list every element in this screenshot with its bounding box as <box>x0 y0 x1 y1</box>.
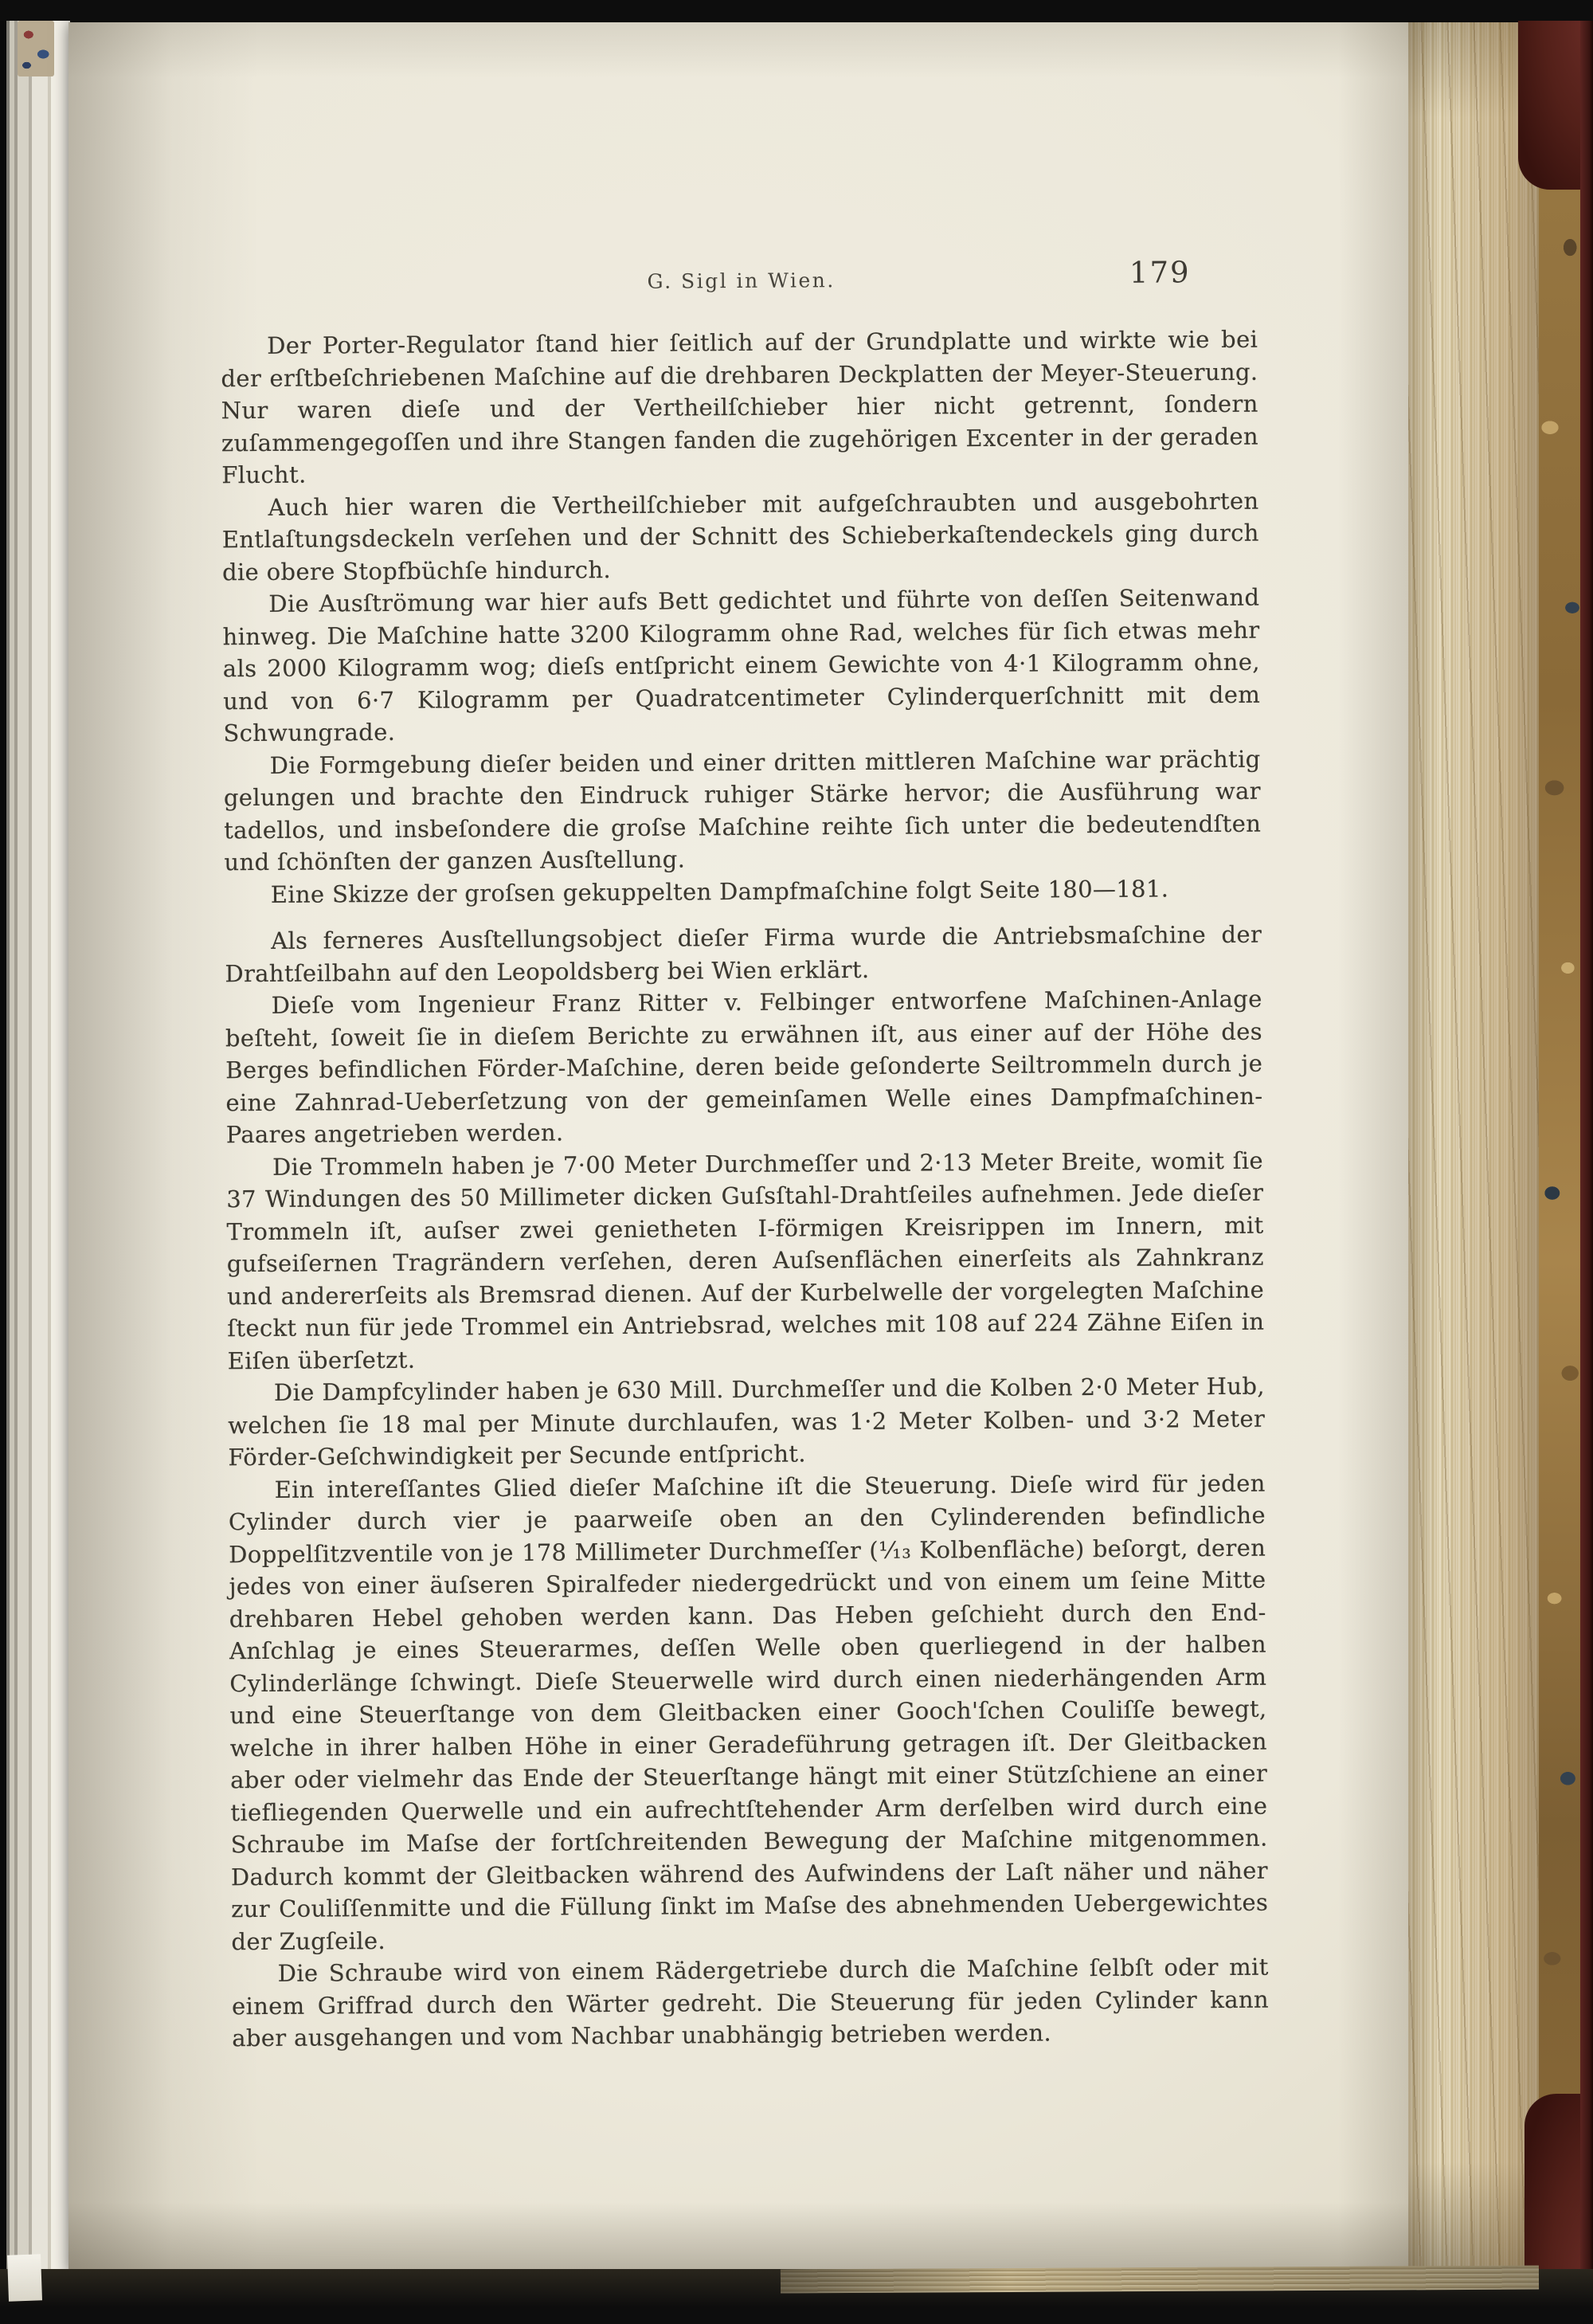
book-page <box>68 22 1410 2274</box>
paragraph-3: Die Ausſtrömung war hier aufs Bett gedichtet und führte von deſſen Seitenwand hinweg. Die Maſchine hatte 3200 Kilogramm ohne Rad, welches für ſich etwas mehr als 2000 Kilogramm wog; dieſs entſpricht einem Gewichte von 4·1 Kilogramm ohne, und von 6·7 Kilogramm per Quadratcentimeter Cylinderquerſchnitt mit dem Schwungrade. <box>222 583 1261 747</box>
paragraph-5: Eine Skizze der groſsen gekuppelten Dampfmaſchine folgt Seite 180—181. <box>270 874 1169 908</box>
bottom-page-sliver <box>7 2254 42 2301</box>
marbled-cover-edge <box>1539 22 1583 2274</box>
text-block <box>221 323 1269 2055</box>
paragraph-9: Die Dampfcylinder haben je 630 Mill. Durchmeſſer und die Kolben 2·0 Meter Hub, welchen ſie 18 mal per Minute durchlaufen, was 1·2 Meter Kolben- und 3·2 Meter Förder-Geſchwindigkeit per Secunde entſpricht. <box>228 1372 1266 1472</box>
paragraph-10: Ein intereſſantes Glied dieſer Maſchine iſt die Steuerung. Dieſe wird für jeden Cylinder durch vier je paarweiſe oben an den Cylinderenden befindliche Doppelſitzventile von je 178 Millimeter Durchmeſſer (¹⁄₁₃ Kolbenfläche) beſorgt, deren jedes von einer äuſseren Spiralfeder niedergedrückt und von einem um ſeine Mitte drehbaren Hebel gehoben werden kann. Das Heben geſchieht durch den End-Anſchlag je eines Steuerarmes, deſſen Welle oben querliegend in der halben Cylinderlänge ſchwingt. Dieſe Steuerwelle wird durch einen niederhängenden Arm und eine Steuerſtange von dem Gleitbacken einer Gooch'ſchen Couliſſe bewegt, welche in ihrer halben Höhe in einer Geradeführung getragen iſt. Der Gleitbacken aber oder vielmehr das Ende der Steuerſtange hängt mit einer Stützſchiene an einer tiefliegenden Querwelle und ein aufrechtſtehender Arm derſelben wird durch eine Schraube im Maſse der fortſchreitenden Bewegung der Maſchine mitgenommen. Dadurch kommt der Gleitbacken während des Aufwindens der Laſt näher und näher zur Couliſſenmitte und die Füllung ſinkt im Maſse des abnehmenden Uebergewichtes der Zugſeile. <box>228 1469 1269 1955</box>
paragraph-4: Die Formgebung dieſer beiden und einer dritten mittleren Maſchine war prächtig gelungen und brachte den Eindruck ruhiger Stärke hervor; die Ausführung war tadellos, und insbeſondere die groſse Maſchine reihte ſich unter die bedeutendſten und ſchönſten der ganzen Ausſtellung. <box>223 745 1262 876</box>
paragraph-7: Dieſe vom Ingenieur Franz Ritter v. Felbinger entworfene Maſchinen-Anlage beſteht, ſoweit ſie in dieſem Berichte zu erwähnen iſt, aus einer auf der Höhe des Berges befindlichen Förder-Maſchine, deren beide geſonderte Seiltrommeln durch je eine Zahnrad-Ueberſetzung von der gemeinſamen Welle eines Dampfmaſchinen-Paares angetrieben werden. <box>225 985 1263 1149</box>
page-content <box>63 18 1419 2278</box>
running-title: G. Sigl in Wien. <box>647 268 836 293</box>
paragraph-2: Auch hier waren die Vertheilſchieber mit aufgeſchraubten und ausgebohrten Entlaſtungsdeckeln verſehen und der Schnitt des Schieberkaſtendeckels ging durch die obere Stopfbüchſe hindurch. <box>221 487 1259 586</box>
book-cover-spine <box>1580 0 1593 2324</box>
running-head <box>223 255 1258 297</box>
page-number: 179 <box>1129 255 1191 290</box>
paragraph-6: Als ferneres Ausſtellungsobject dieſer Firma wurde die Antriebsmaſchine der Drahtſeilbahn auf den Leopoldsberg bei Wien erklärt. <box>225 920 1262 987</box>
marbled-corner-fragment <box>18 21 54 76</box>
left-page-edges <box>0 18 70 2287</box>
paragraph-11: Die Schraube wird von einem Rädergetriebe durch die Maſchine ſelbſt oder mit einem Griffrad durch den Wärter gedreht. Die Steuerung für jeden Cylinder kann aber ausgehangen und vom Nachbar unabhängig betrieben werden. <box>231 1953 1270 2052</box>
top-background-bar <box>0 0 1593 21</box>
paragraph-1: Der Porter-Regulator ſtand hier ſeitlich auf der Grundplatte und wirkte wie bei der erſtbeſchriebenen Maſchine auf die drehbaren Deckplatten der Meyer-Steuerung. Nur waren dieſe und der Vertheilſchieber hier nicht getrennt, ſondern zuſammengegoſſen und ihre Stangen fanden die zugehörigen Excenter in der geraden Flucht. <box>221 325 1259 489</box>
bottom-page-edges <box>781 2266 1539 2294</box>
paragraph-8: Die Trommeln haben je 7·00 Meter Durchmeſſer und 2·13 Meter Breite, womit ſie 37 Windungen des 50 Millimeter dicken Guſsſtahl-Drahtſeiles aufnehmen. Jede dieſer Trommeln iſt, auſser zwei genietheten I-förmigen Kreisrippen im Innern, mit gufseiſernen Tragrändern verſehen, deren Auſsenflächen einerſeits als Zahnkranz und andererſeits als Bremsrad dienen. Auf der Kurbelwelle der vorgelegten Maſchine ſteckt nun für jede Trommel ein Antriebsrad, welches mit 108 auf 224 Zähne Eiſen in Eiſen überſetzt. <box>226 1146 1265 1374</box>
page-fore-edges <box>1408 22 1547 2274</box>
